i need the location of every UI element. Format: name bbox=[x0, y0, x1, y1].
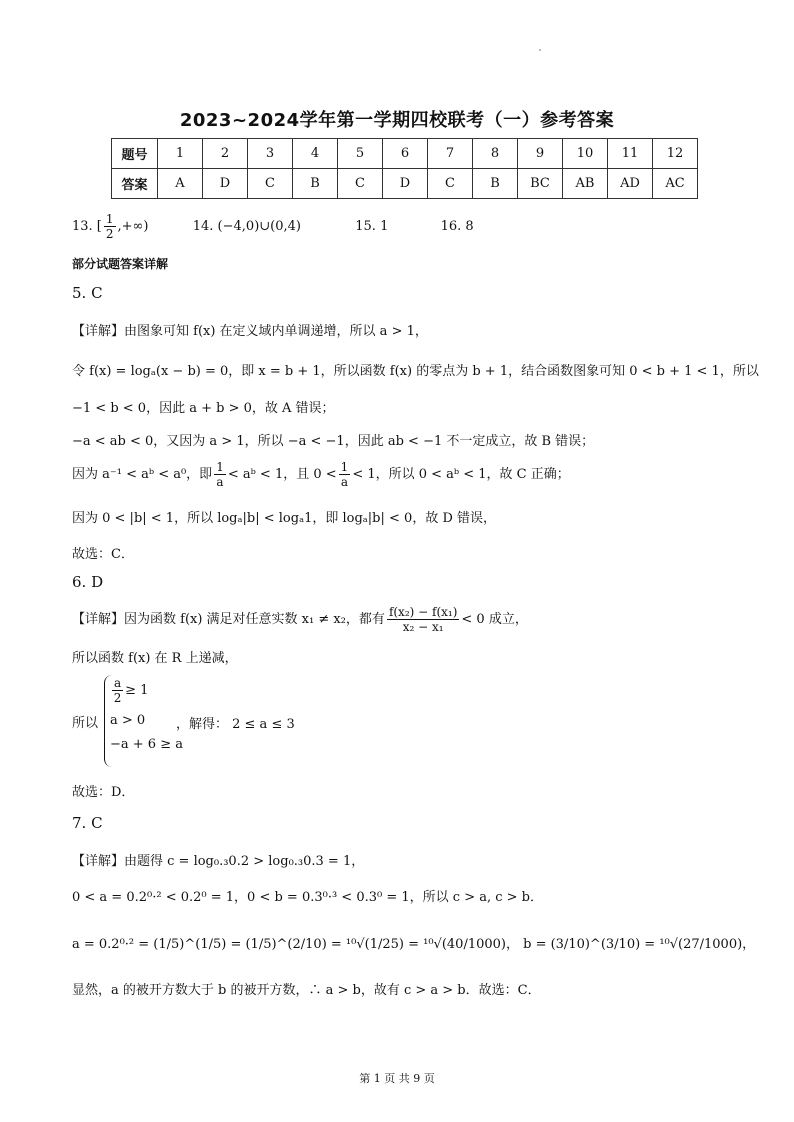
answer-cell: AC bbox=[653, 169, 698, 199]
q5-line-7: 故选：C． bbox=[72, 547, 134, 562]
page-footer: 第 1 页 共 9 页 bbox=[359, 1072, 435, 1085]
q5-fraction-1: $\frac{1}{a}$ bbox=[216, 460, 224, 489]
q6-line-3: 故选：D． bbox=[72, 785, 135, 800]
answer-cell: C bbox=[338, 169, 383, 199]
row-header-answer: 答案 bbox=[112, 169, 158, 199]
q15-answer: 15. 1 bbox=[355, 219, 389, 234]
question-number: 1 bbox=[158, 139, 203, 169]
q6-label: 6. D bbox=[72, 573, 104, 591]
question-number: 7 bbox=[428, 139, 473, 169]
q7-line-2: 0 < a = 0.2⁰·² < 0.2⁰ = 1，0 < b = 0.3⁰·³ < 0.3⁰ = 1，所以 c > a, c > b． bbox=[72, 890, 543, 905]
q7-line-3: a = 0.2⁰·² = (1/5)^(1/5) = (1/5)^(2/10) = ¹⁰√(1/25) = ¹⁰√(40/1000)， b = (3/10)^(3/10) = ¹⁰√(27/1000)， bbox=[72, 937, 756, 952]
answer-cell: C bbox=[428, 169, 473, 199]
q6-system-prefix: 所以 bbox=[72, 716, 99, 731]
answer-cell: A bbox=[158, 169, 203, 199]
question-number: 2 bbox=[203, 139, 248, 169]
q5-line-4: −a < ab < 0，又因为 a > 1，所以 −a < −1，因此 ab < −1 不一定成立，故 B 错误； bbox=[72, 434, 595, 449]
question-number: 8 bbox=[473, 139, 518, 169]
answer-cell: B bbox=[293, 169, 338, 199]
q5-line-5: 因为 a⁻¹ < aᵇ < a⁰，即 $\frac{1}{a}$ < aᵇ < 1，且 0 < $\frac{1}{a}$ < 1，所以 0 < aᵇ < 1，故 C 正确； bbox=[72, 460, 570, 489]
question-number: 4 bbox=[293, 139, 338, 169]
answer-cell: AD bbox=[608, 169, 653, 199]
q7-line-1: 【详解】由题得 c = log₀.₃0.2 > log₀.₃0.3 = 1， bbox=[72, 854, 365, 869]
q6-system-eq-2: a > 0 bbox=[110, 713, 146, 728]
table-row-numbers bbox=[112, 139, 698, 169]
answer-table bbox=[111, 138, 698, 199]
q7-label: 7. C bbox=[72, 814, 103, 832]
q6-system-fraction: $\frac{a}{2}$ bbox=[113, 676, 122, 705]
q6-system-eq-3: −a + 6 ≥ a bbox=[110, 737, 183, 752]
q5-line-6: 因为 0 < |b| < 1，所以 logₐ|b| < logₐ1，即 logₐ|b| < 0，故 D 错误， bbox=[72, 511, 497, 526]
answer-cell: B bbox=[473, 169, 518, 199]
q6-line-2: 所以函数 f(x) 在 R 上递减， bbox=[72, 651, 238, 666]
q14-answer: 14. (−4,0)∪(0,4) bbox=[192, 219, 301, 234]
q13-fraction: $\frac{1}{2}$ bbox=[105, 212, 114, 241]
q6-line-1: 【详解】因为函数 f(x) 满足对任意实数 x₁ ≠ x₂，都有 $\frac{\text{f(x₂) − f(x₁)}}{\text{x₂ − x₁}}$ < 0 成立， bbox=[72, 605, 528, 634]
answer-cell: D bbox=[203, 169, 248, 199]
q7-line-4: 显然，a 的被开方数大于 b 的被开方数，∴ a > b，故有 c > a > b．故选：C． bbox=[72, 983, 541, 998]
q16-answer: 16. 8 bbox=[440, 219, 474, 234]
q5-label: 5. C bbox=[72, 284, 103, 302]
question-number: 6 bbox=[383, 139, 428, 169]
q6-system-result: ，解得： 2 ≤ a ≤ 3 bbox=[176, 717, 295, 732]
q5-line-2: 令 f(x) = logₐ(x − b) = 0，即 x = b + 1，所以函数 f(x) 的零点为 b + 1，结合函数图象可知 0 < b + 1 < 1，所以 bbox=[72, 364, 759, 379]
answer-cell: BC bbox=[518, 169, 563, 199]
answer-cell: C bbox=[248, 169, 293, 199]
question-number: 12 bbox=[653, 139, 698, 169]
question-number: 9 bbox=[518, 139, 563, 169]
table-row-answers bbox=[112, 169, 698, 199]
section-title: 部分试题答案详解 bbox=[72, 257, 169, 271]
scan-speck bbox=[539, 49, 541, 51]
q5-line-3: −1 < b < 0，因此 a + b > 0，故 A 错误； bbox=[72, 401, 335, 416]
q13-answer: 13. [ $\frac{1}{2}$ ,+∞) bbox=[72, 212, 149, 241]
q5-line-1: 【详解】由图象可知 f(x) 在定义域内单调递增，所以 a > 1， bbox=[72, 324, 428, 339]
question-number: 11 bbox=[608, 139, 653, 169]
page-title: 2023~2024学年第一学期四校联考（一）参考答案 bbox=[179, 110, 615, 131]
row-header-number: 题号 bbox=[112, 139, 158, 169]
question-number: 10 bbox=[563, 139, 608, 169]
q6-system-eq-1: $\frac{a}{2}$ ≥ 1 bbox=[113, 676, 149, 705]
q5-fraction-2: $\frac{1}{a}$ bbox=[340, 460, 349, 489]
answer-cell: D bbox=[383, 169, 428, 199]
question-number: 3 bbox=[248, 139, 293, 169]
answer-cell: AB bbox=[563, 169, 608, 199]
fill-blank-answers bbox=[72, 212, 474, 241]
question-number: 5 bbox=[338, 139, 383, 169]
q6-fraction: $\frac{\text{f(x₂) − f(x₁)}}{\text{x₂ − x₁}}$ bbox=[388, 605, 458, 634]
